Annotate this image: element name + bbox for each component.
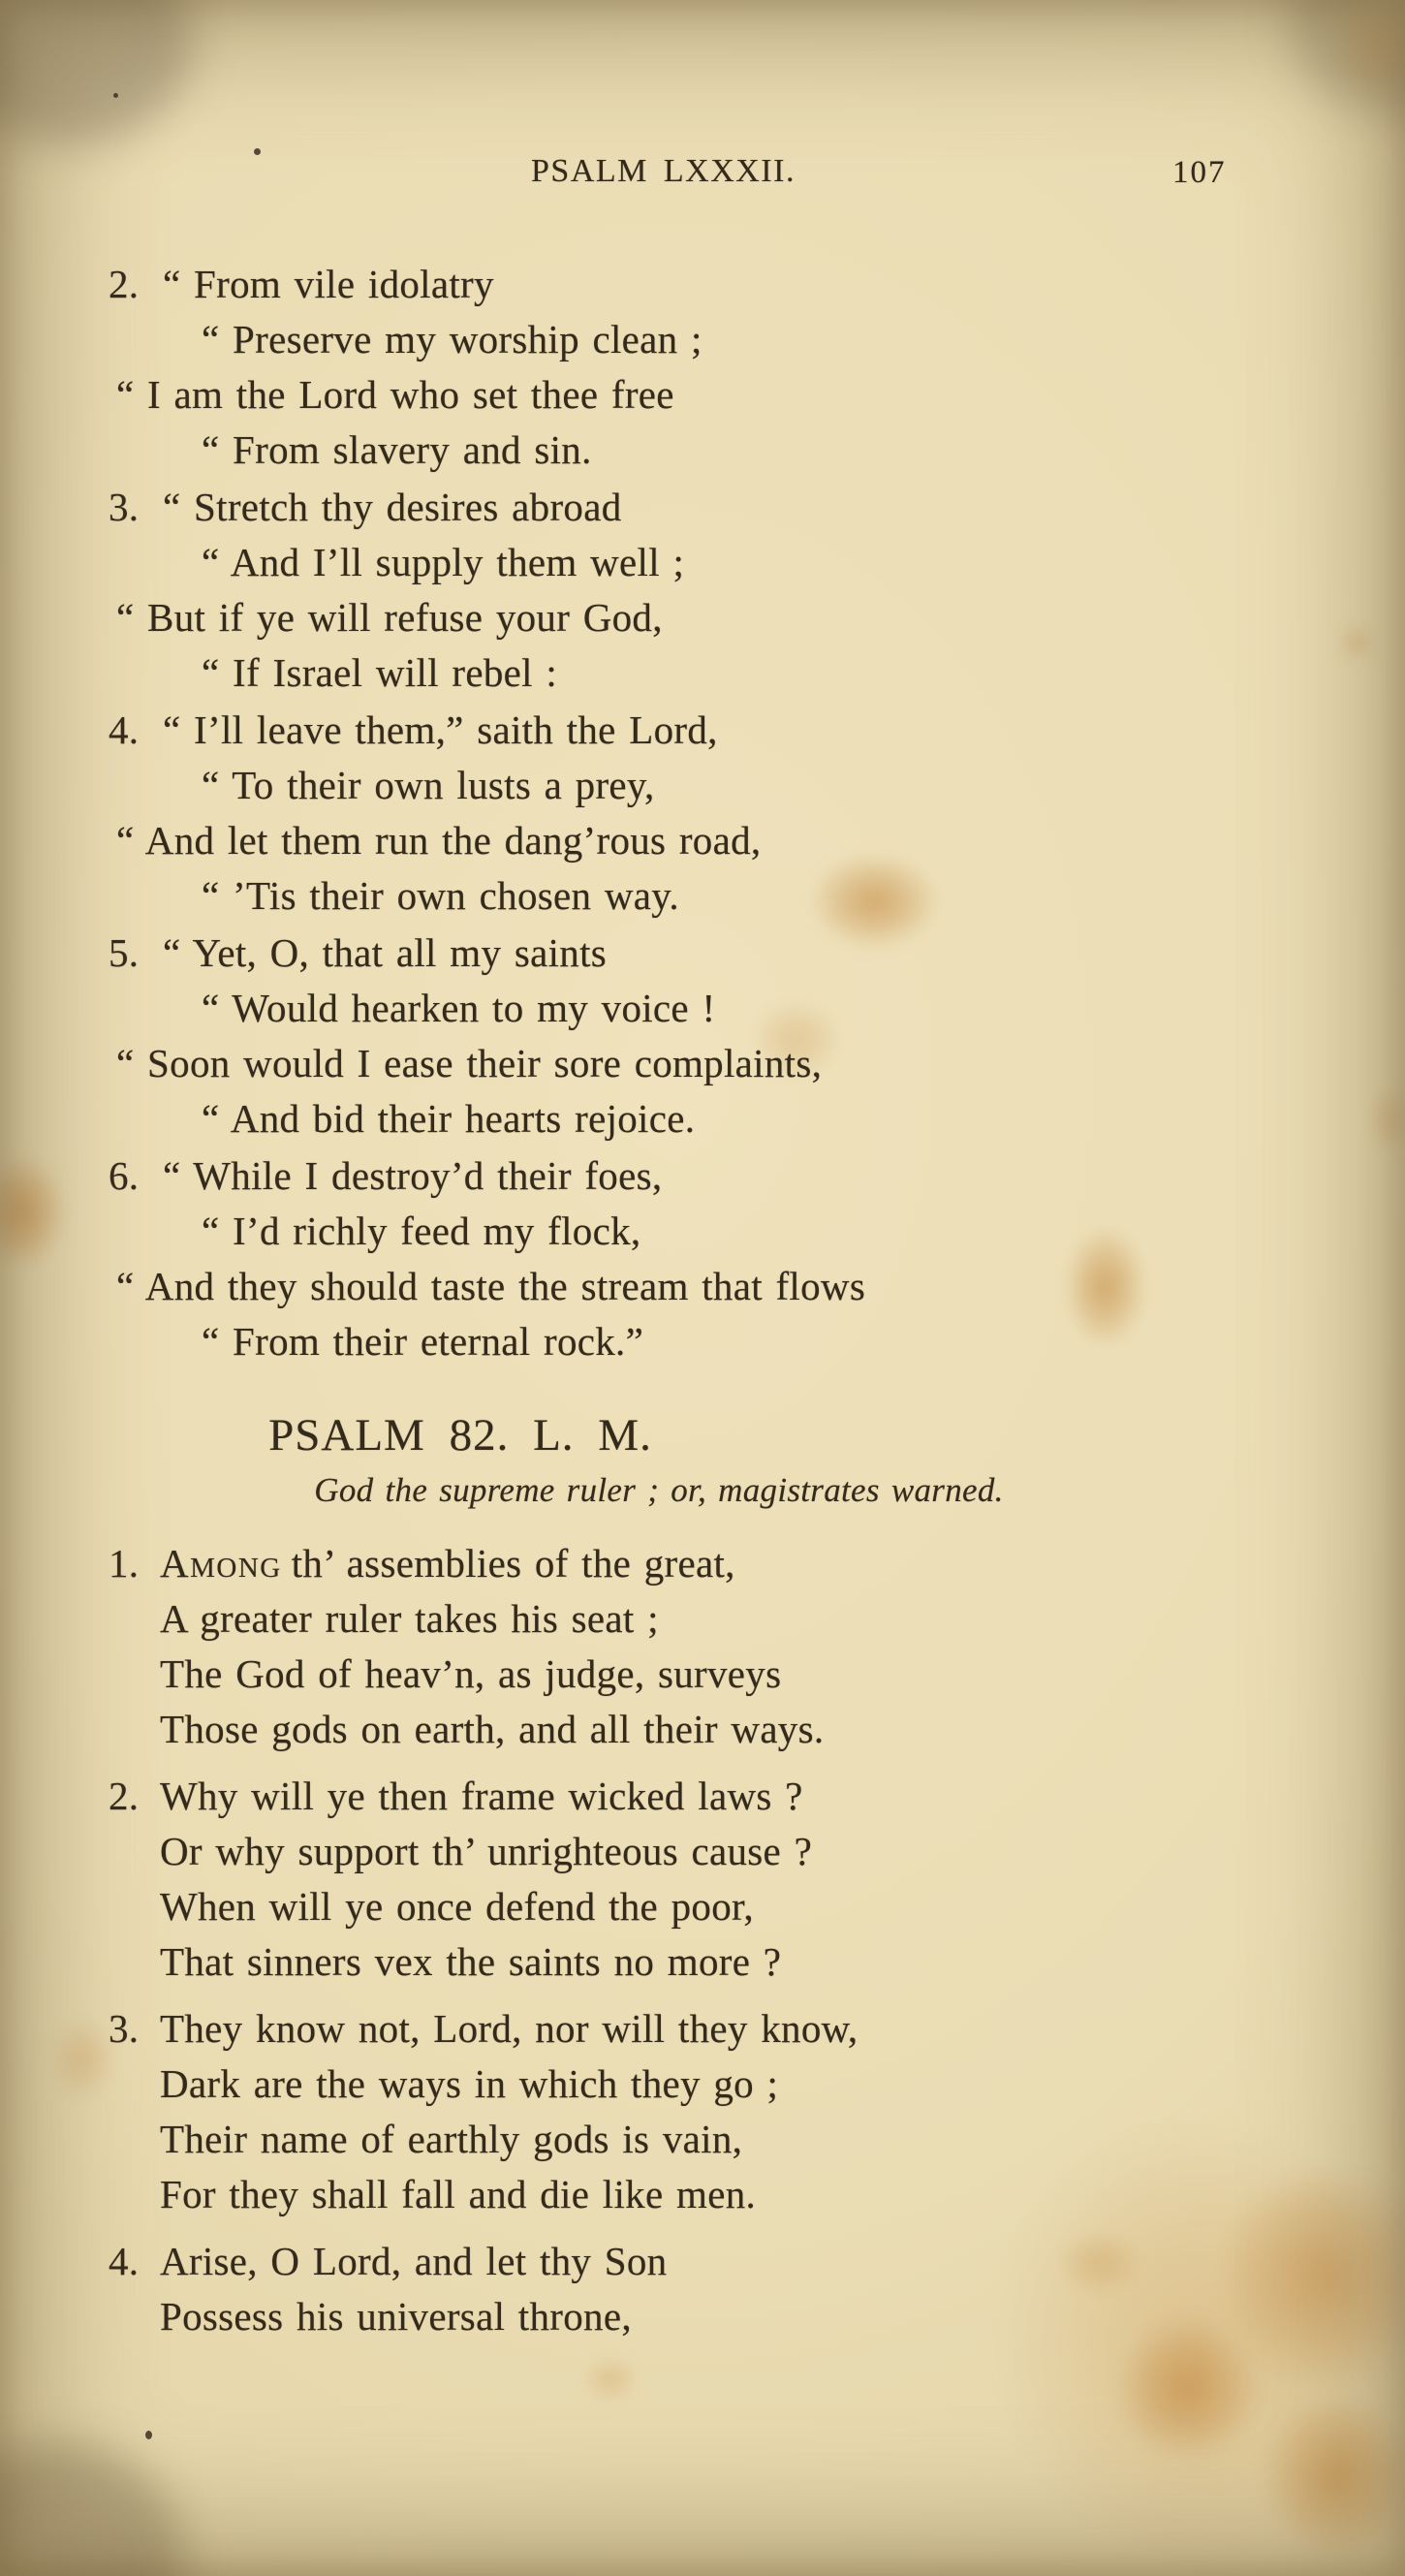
verse-line: “ From vile idolatry [163,262,494,306]
hymn-verse [0,257,1405,478]
verse-line: For they shall fall and die like men. [160,2172,757,2216]
verse-number: 1. [109,1541,140,1586]
ink-speck [145,2431,152,2439]
verse-line: “ But if ye will refuse your God, [116,595,663,640]
page-body [0,257,1405,2356]
hymn-verse [0,1769,1405,1990]
verse-line: When will ye once defend the poor, [160,1884,754,1929]
hymn-verse [0,2001,1405,2222]
ink-speck [113,93,118,98]
hymn-verse [0,926,1405,1147]
verse-line: Those gods on earth, and all their ways. [160,1707,825,1751]
verse-line: “ Soon would I ease their sore complaints, [116,1041,823,1085]
verse-number: 4. [109,707,140,752]
verse-lead-word: Among [160,1541,282,1586]
verse-line: “ From slavery and sin. [202,427,592,472]
page-corner-shadow [0,2442,184,2576]
foxing-stain [1332,0,1405,97]
verse-line: Or why support th’ unrighteous cause ? [160,1829,813,1873]
verse-number: 2. [109,1774,140,1818]
verse-line: th’ assemblies of the great, [291,1541,735,1586]
verse-number: 5. [109,930,140,975]
verse-line: “ While I destroy’d their foes, [163,1153,663,1198]
verse-line: They know not, Lord, nor will they know, [160,2006,859,2051]
verse-line: Why will ye then frame wicked laws ? [160,1774,803,1818]
verse-line: “ I’ll leave them,” saith the Lord, [163,707,718,752]
verse-number: 4. [109,2239,140,2283]
running-head-title: PSALM LXXXII. [531,153,796,189]
verse-line: Dark are the ways in which they go ; [160,2061,779,2106]
verse-number: 2. [109,262,140,306]
verse-line: Arise, O Lord, and let thy Son [160,2239,668,2283]
verse-number: 3. [109,2006,140,2051]
verse-line: “ From their eternal rock.” [202,1319,644,1364]
verse-line: Possess his universal throne, [160,2294,632,2339]
verse-line: “ And let them run the dang’rous road, [116,818,762,863]
verse-line: That sinners vex the saints no more ? [160,1939,782,1984]
verse-line: “ And they should taste the stream that flows [116,1264,866,1308]
foxing-stain [581,2355,640,2403]
verse-line: “ I am the Lord who set thee free [116,372,674,417]
verse-number: 6. [109,1153,140,1198]
psalm-heading: PSALM 82. L. M. [268,1410,652,1461]
verse-line: “ Stretch thy desires abroad [163,485,622,529]
hymn-verse [0,703,1405,924]
hymn-verse [0,1536,1405,1757]
verse-line: “ And bid their hearts rejoice. [202,1096,696,1141]
hymn-verse [0,480,1405,701]
page-corner-shadow [0,0,194,145]
hymn-verse [0,2234,1405,2344]
verse-line: The God of heav’n, as judge, surveys [160,1651,782,1696]
psalm-subtitle: God the supreme ruler ; or, magistrates warned. [314,1471,1004,1509]
page-number: 107 [1172,155,1227,190]
foxing-stain [1260,2394,1405,2559]
verse-line: “ Would hearken to my voice ! [202,986,716,1030]
verse-line: “ ’Tis their own chosen way. [202,873,679,918]
verse-line: “ And I’ll supply them well ; [202,540,685,584]
hymn-verse [0,1148,1405,1369]
verse-number: 3. [109,485,140,529]
verse-line: “ Preserve my worship clean ; [202,317,702,361]
ink-speck [254,148,261,155]
verse-line: A greater ruler takes his seat ; [160,1596,659,1641]
verse-line: Their name of earthly gods is vain, [160,2117,743,2161]
verse-line: “ I’d richly feed my flock, [202,1209,641,1253]
verse-line: “ Yet, O, that all my saints [163,930,608,975]
verse-line: “ To their own lusts a prey, [202,763,655,807]
page-corner-shadow [1289,0,1405,116]
verse-line: “ If Israel will rebel : [202,650,558,695]
